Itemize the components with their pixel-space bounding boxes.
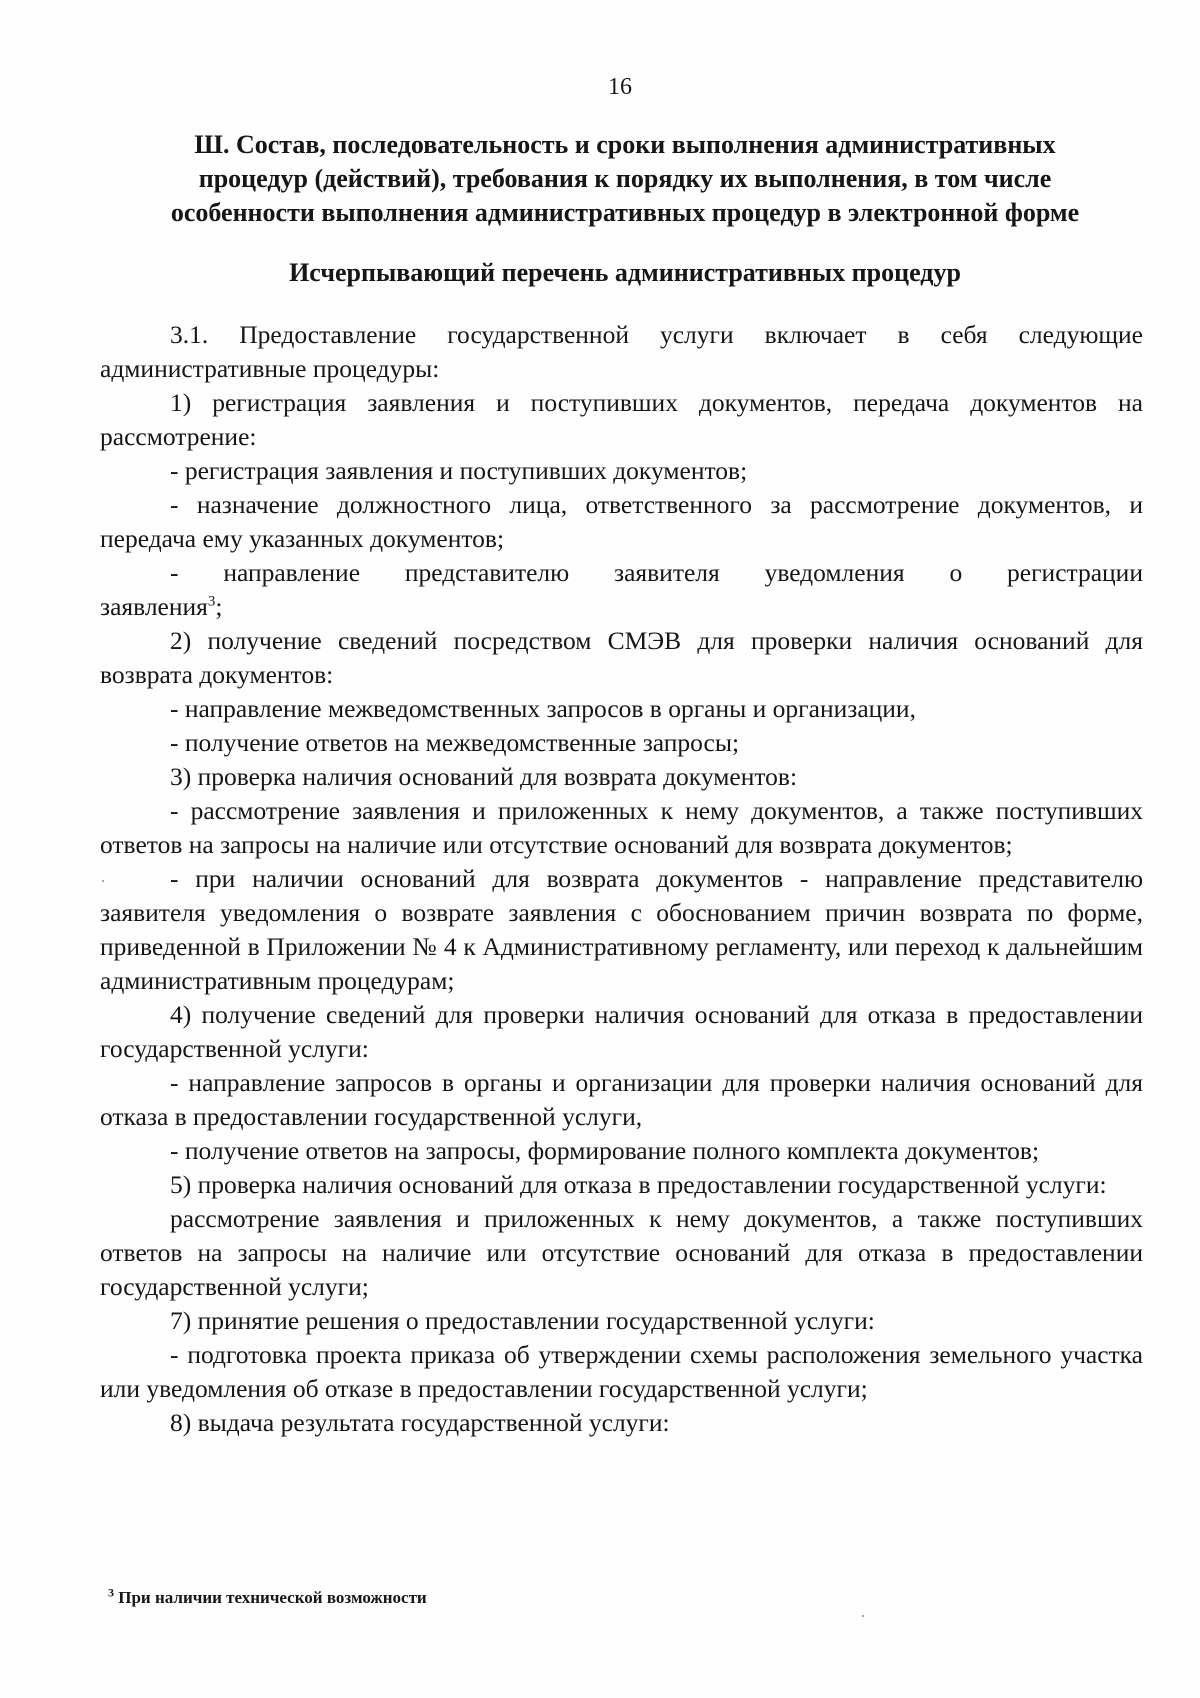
word: уведомления <box>764 558 905 587</box>
paragraph: - рассмотрение заявления и приложенных к нему документов, а также поступивших ответов на запросы на наличие или отсутствие оснований для возврата документов; <box>100 796 1143 859</box>
paragraph-text: ; <box>215 592 223 621</box>
paragraph: - назначение должностного лица, ответственного за рассмотрение документов, и передача ему указанных документов; <box>100 490 1143 553</box>
paragraph: 3) проверка наличия оснований для возврата документов: <box>170 762 798 791</box>
body-text <box>100 318 1143 1440</box>
word: заявителя <box>614 558 720 587</box>
paragraph: 1) регистрация заявления и поступивших документов, передача документов на рассмотрение: <box>100 388 1143 451</box>
section-title <box>115 128 1135 230</box>
paragraph: - регистрация заявления и поступивших документов; <box>170 456 748 485</box>
subsection-title: Исчерпывающий перечень административных процедур <box>289 258 961 287</box>
scan-speck <box>102 880 104 882</box>
paragraph: 4) получение сведений для проверки наличия оснований для отказа в предоставлении государственной услуги: <box>100 1000 1143 1063</box>
paragraph: - направление межведомственных запросов в органы и организации, <box>170 694 916 723</box>
section-title-line: особенности выполнения административных процедур в электронной форме <box>170 198 1080 227</box>
section-title-line: Ш. Состав, последовательность и сроки выполнения административных <box>194 130 1056 159</box>
footnote-reference: 3 <box>207 593 216 610</box>
page-number: 16 <box>608 74 632 100</box>
paragraph: 7) принятие решения о предоставлении государственной услуги: <box>170 1306 875 1335</box>
footnote-marker: 3 <box>108 1585 114 1600</box>
paragraph: 8) выдача результата государственной услуги: <box>170 1408 670 1437</box>
paragraph: рассмотрение заявления и приложенных к нему документов, а также поступивших ответов на запросы на наличие или отсутствие оснований для отказа в предоставлении государственной услуги; <box>100 1204 1143 1301</box>
paragraph: - получение ответов на межведомственные запросы; <box>170 728 740 757</box>
scan-speck <box>862 1615 864 1617</box>
footnote-text: При наличии технической возможности <box>118 1588 427 1607</box>
paragraph: - при наличии оснований для возврата документов - направление представителю заявителя уведомления о возврате заявления с обоснованием причин возврата по форме, приведенной в Приложении № 4 к Административному регламенту, или переход к дальнейшим административным процедурам; <box>100 864 1143 995</box>
paragraph: 5) проверка наличия оснований для отказа в предоставлении государственной услуги: <box>170 1170 1107 1199</box>
paragraph: - подготовка проекта приказа об утверждении схемы расположения земельного участка или уведомления об отказе в предоставлении государственной услуги; <box>100 1340 1143 1403</box>
paragraph: - направление запросов в органы и организации для проверки наличия оснований для отказа в предоставлении государственной услуги, <box>100 1068 1143 1131</box>
paragraph-text: заявления <box>100 592 208 621</box>
section-title-line: процедур (действий), требования к порядку их выполнения, в том числе <box>198 164 1052 193</box>
footnote <box>108 1585 427 1608</box>
word: представителю <box>404 558 570 587</box>
paragraph: 3.1. Предоставление государственной услуги включает в себя следующие административные процедуры: <box>100 320 1143 383</box>
word: о <box>949 558 963 587</box>
paragraph-stretched-line <box>100 556 1143 590</box>
paragraph: 2) получение сведений посредством СМЭВ для проверки наличия оснований для возврата документов: <box>100 626 1143 689</box>
word: направление <box>223 558 361 587</box>
word: - <box>170 558 179 587</box>
word: регистрации <box>1007 558 1143 587</box>
paragraph: - получение ответов на запросы, формирование полного комплекта документов; <box>170 1136 1040 1165</box>
paragraph-continuation <box>100 590 1143 624</box>
